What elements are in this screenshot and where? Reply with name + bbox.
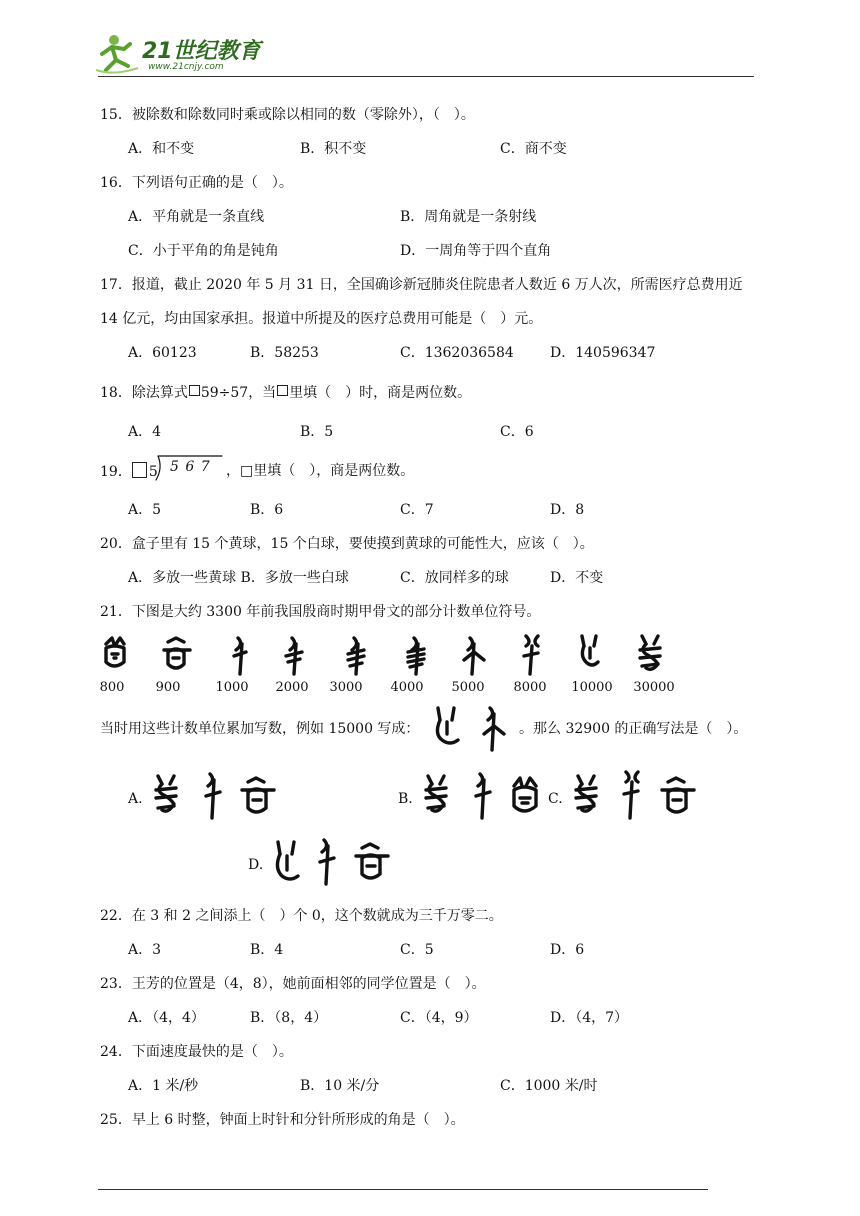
q16-stem: 16．下列语句正确的是（ ）。 [100,175,293,191]
q23-option-d[interactable]: D．（4，7） [550,1010,629,1026]
glyph-800 [106,638,124,666]
unit-label: 800 [99,680,125,695]
q21-option-c-glyphs[interactable] [568,768,708,824]
q19-option-c[interactable]: C．7 [400,502,434,518]
q16-option-a[interactable]: A．平角就是一条直线 [128,209,265,225]
q19-stem: 19． 5 [100,464,158,480]
q21-line2a: 当时用这些计数单位累加写数，例如 15000 写成： [100,721,420,737]
q24-option-a[interactable]: A．1 米/秒 [128,1078,199,1094]
blank-box [277,385,288,396]
unit-label: 1000 [215,680,249,695]
divisor: 5 [148,464,158,480]
q17-option-a[interactable]: A．60123 [128,345,197,361]
q15-stem: 15．被除数和除数同时乘或除以相同的数（零除外），（ ）。 [100,107,475,123]
unit-label: 10000 [571,680,613,695]
q16-option-c[interactable]: C．小于平角的角是钝角 [128,243,279,259]
q21-option-a-label[interactable]: A. [128,791,143,807]
unit-label: 8000 [513,680,547,695]
unit-label: 4000 [390,680,424,695]
q19-option-d[interactable]: D．8 [550,502,585,518]
header-rule [98,76,754,77]
q21-option-b-glyphs[interactable] [418,768,558,824]
unit-label: 30000 [633,680,675,695]
q20-stem: 20．盒子里有 15 个黄球，15 个白球，要使摸到黄球的可能性大，应该（ ）。 [100,536,594,552]
q21-option-a-glyphs[interactable] [148,768,288,824]
q21-line2b: 。那么 32900 的正确写法是（ ）。 [519,721,748,737]
q16-option-d[interactable]: D．一周角等于四个直角 [400,243,552,259]
q22-option-c[interactable]: C．5 [400,942,434,958]
q18-stem: 18．除法算式 59÷57，当 里填（ ）时，商是两位数。 [100,385,472,401]
unit-label: 900 [155,680,181,695]
q24-option-c[interactable]: C．1000 米/时 [500,1078,598,1094]
q20-option-ab[interactable]: A．多放一些黄球 B．多放一些白球 [128,570,349,586]
q20-option-c[interactable]: C．放同样多的球 [400,570,509,586]
q21-option-b-label[interactable]: B. [398,791,413,807]
q25-stem: 25．早上 6 时整，钟面上时针和分针所形成的角是（ ）。 [100,1112,465,1128]
q22-stem: 22．在 3 和 2 之间添上（ ）个 0，这个数就成为三千万零二。 [100,908,503,924]
blank-box [132,462,147,478]
logo-text: 21世纪教育 [142,39,261,64]
glyph-900 [164,638,190,668]
q15-option-c[interactable]: C．商不变 [500,141,567,157]
glyph-8000 [524,636,538,674]
q21-stem: 21．下图是大约 3300 年前我国殷商时期甲骨文的部分计数单位符号。 [100,604,541,620]
glyph-10000 [582,636,598,665]
blank-box [189,385,200,396]
example-15000-glyphs [430,702,520,752]
q18-option-b[interactable]: B．5 [300,424,334,440]
q22-option-a[interactable]: A．3 [128,942,162,958]
q23-stem: 23．王芳的位置是（4，8），她前面相邻的同学位置是（ ）。 [100,976,486,992]
glyph-1000 [234,638,246,674]
q24-option-b[interactable]: B．10 米/分 [300,1078,380,1094]
q15-option-a[interactable]: A．和不变 [128,141,195,157]
q17-stem-line1: 17．报道，截止 2020 年 5 月 31 日，全国确诊新冠肺炎住院患者人数近 6 万人次，所需医疗总费用近 [100,277,743,293]
q19-stem-tail: ，□里填（ ），商是两位数。 [226,463,415,479]
unit-label: 5000 [451,680,485,695]
oracle-glyph-row [98,632,688,678]
q15-option-b[interactable]: B．积不变 [300,141,367,157]
glyph-5000 [464,638,484,674]
q24-stem: 24．下面速度最快的是（ ）。 [100,1044,293,1060]
q22-option-b[interactable]: B．4 [250,942,284,958]
q23-option-b[interactable]: B．（8，4） [250,1010,328,1026]
glyph-30000 [640,636,660,669]
q22-option-d[interactable]: D．6 [550,942,585,958]
q19-option-a[interactable]: A．5 [128,502,162,518]
logo-url: www.21cnjy.com [148,62,224,72]
q17-option-b[interactable]: B．58253 [250,345,319,361]
q18-option-a[interactable]: A．4 [128,424,162,440]
glyph-2000 [286,638,302,674]
q18-option-c[interactable]: C．6 [500,424,534,440]
q17-option-d[interactable]: D．140596347 [550,345,656,361]
dividend: 5 6 7 [170,459,211,475]
q23-option-a[interactable]: A．（4，4） [128,1010,205,1026]
unit-label: 2000 [275,680,309,695]
q17-option-c[interactable]: C．1362036584 [400,345,514,361]
q21-option-d-glyphs[interactable] [268,834,408,890]
q16-option-b[interactable]: B．周角就是一条射线 [400,209,537,225]
q23-option-c[interactable]: C．（4，9） [400,1010,478,1026]
unit-label: 3000 [329,680,363,695]
q17-stem-line2: 14 亿元，均由国家承担。报道中所提及的医疗总费用可能是（ ）元。 [100,311,543,327]
glyph-3000 [348,638,364,674]
footer-rule [98,1189,708,1190]
q19-option-b[interactable]: B．6 [250,502,284,518]
q20-option-d[interactable]: D．不变 [550,570,604,586]
q21-option-c-label[interactable]: C. [548,791,563,807]
glyph-4000 [408,638,424,674]
q21-option-d-label[interactable]: D. [248,857,264,873]
